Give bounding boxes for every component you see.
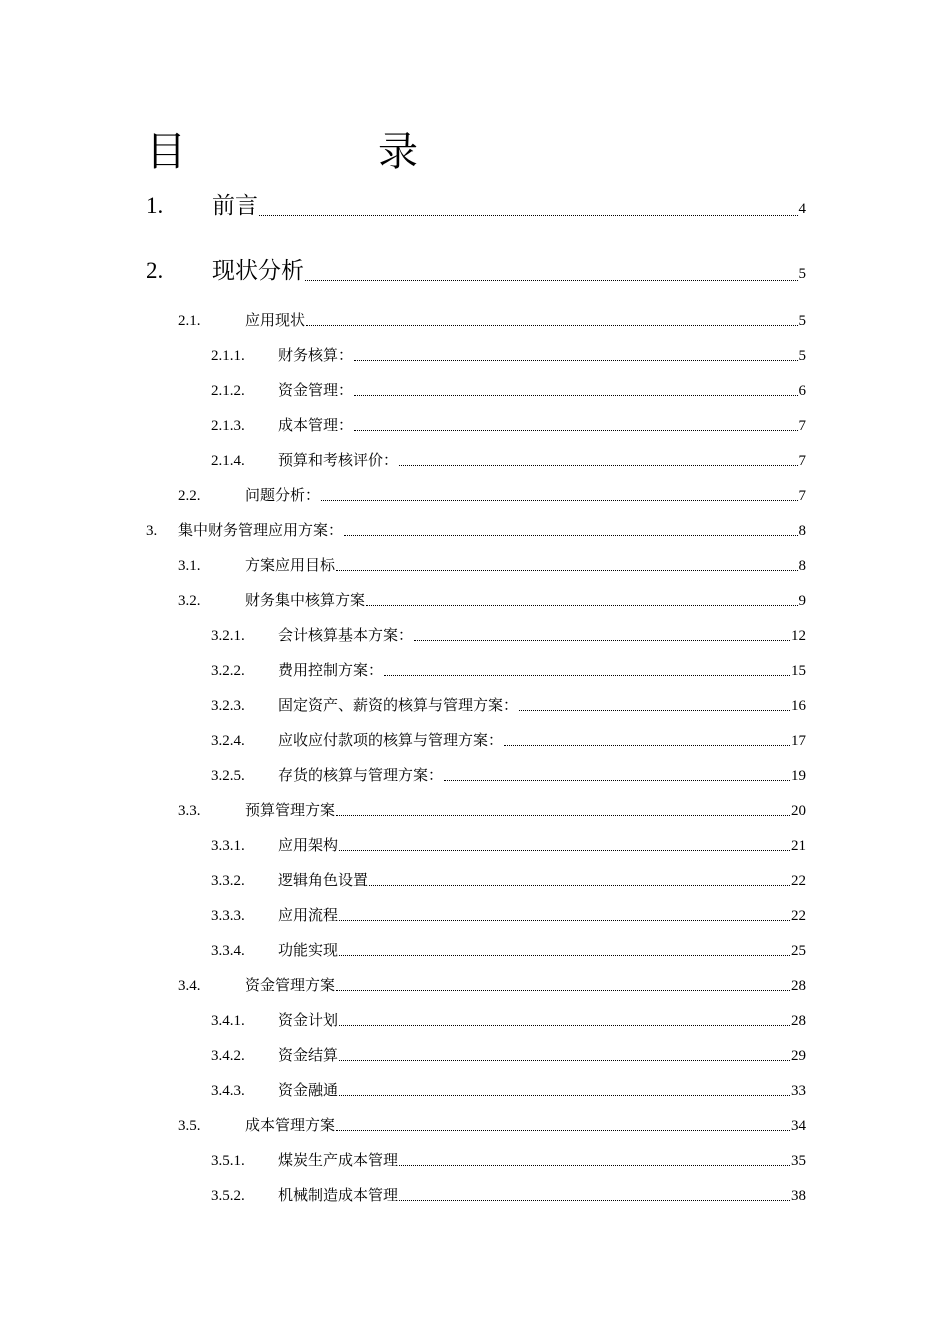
toc-entry-title: 会计核算基本方案：	[278, 626, 414, 644]
toc-entry-page-number: 17	[791, 733, 806, 749]
toc-entry-number: 2.	[146, 258, 164, 283]
toc-entry[interactable]	[178, 484, 806, 505]
toc-entry-title: 费用控制方案：	[278, 661, 384, 679]
toc-dot-leader	[504, 745, 790, 746]
toc-entry[interactable]	[211, 834, 806, 855]
toc-entry-page-number: 21	[791, 838, 806, 854]
toc-entry[interactable]	[211, 694, 806, 715]
toc-entry-number: 3.2.3.	[211, 698, 245, 714]
toc-entry-title: 煤炭生产成本管理	[278, 1151, 399, 1169]
toc-entry[interactable]	[211, 1044, 806, 1065]
toc-dot-leader	[399, 465, 797, 466]
toc-entry-title: 存货的核算与管理方案：	[278, 766, 444, 784]
toc-dot-leader	[305, 280, 798, 281]
toc-entry-number: 3.	[146, 523, 158, 539]
toc-entry-number: 3.2.1.	[211, 628, 245, 644]
toc-entry-number: 2.1.	[178, 313, 201, 329]
toc-entry-title: 应用架构	[278, 836, 339, 854]
toc-entry-title: 财务集中核算方案	[245, 591, 366, 609]
toc-entry-page-number: 38	[791, 1188, 806, 1204]
toc-entry-title: 资金结算	[278, 1046, 339, 1064]
toc-entry-number: 2.1.1.	[211, 348, 245, 364]
toc-entry[interactable]	[211, 1149, 806, 1170]
toc-entry-number: 1.	[146, 193, 164, 218]
toc-entry-number: 3.1.	[178, 558, 201, 574]
toc-entry[interactable]	[211, 869, 806, 890]
toc-entry-page-number: 19	[791, 768, 806, 784]
toc-entry-page-number: 33	[791, 1083, 806, 1099]
toc-entry-title: 现状分析	[212, 258, 304, 284]
toc-entry-number: 3.5.1.	[211, 1153, 245, 1169]
toc-entry-title: 逻辑角色设置	[278, 871, 369, 889]
toc-entry-number: 2.2.	[178, 488, 201, 504]
toc-title: 目 录	[146, 129, 494, 175]
toc-entry[interactable]	[178, 799, 806, 820]
toc-entry-title: 问题分析：	[245, 486, 321, 504]
toc-entry-number: 3.2.4.	[211, 733, 245, 749]
toc-dot-leader	[444, 780, 790, 781]
toc-entry-page-number: 22	[791, 908, 806, 924]
toc-entry[interactable]	[178, 589, 806, 610]
toc-dot-leader	[339, 920, 790, 921]
toc-entry-title: 成本管理：	[278, 416, 354, 434]
toc-entry-number: 3.2.5.	[211, 768, 245, 784]
toc-entry-page-number: 34	[791, 1118, 806, 1134]
toc-dot-leader	[354, 360, 797, 361]
toc-entry-number: 3.3.2.	[211, 873, 245, 889]
toc-entry-title: 资金融通	[278, 1081, 339, 1099]
toc-entry[interactable]	[178, 1114, 806, 1135]
toc-dot-leader	[344, 535, 797, 536]
toc-entry-page-number: 28	[791, 1013, 806, 1029]
toc-entry-title: 集中财务管理应用方案：	[178, 521, 344, 539]
toc-dot-leader	[306, 325, 797, 326]
toc-entry-page-number: 5	[798, 313, 806, 329]
toc-entry[interactable]	[211, 449, 806, 470]
toc-entry-page-number: 8	[798, 523, 806, 539]
toc-entry-number: 2.1.2.	[211, 383, 245, 399]
toc-entry-title: 应用现状	[245, 311, 306, 329]
toc-entry[interactable]	[178, 309, 806, 330]
toc-entry[interactable]	[211, 624, 806, 645]
toc-dot-leader	[336, 815, 790, 816]
toc-entry-page-number: 16	[791, 698, 806, 714]
toc-entry[interactable]	[211, 939, 806, 960]
toc-entry-page-number: 15	[791, 663, 806, 679]
toc-entry-number: 3.3.4.	[211, 943, 245, 959]
toc-entry[interactable]	[211, 904, 806, 925]
toc-dot-leader	[339, 1025, 790, 1026]
toc-entry[interactable]	[211, 764, 806, 785]
toc-entry-number: 3.3.3.	[211, 908, 245, 924]
toc-entry-number: 3.2.	[178, 593, 201, 609]
toc-entry[interactable]	[178, 554, 806, 575]
toc-entry-page-number: 7	[798, 418, 806, 434]
toc-entry-number: 3.5.	[178, 1118, 201, 1134]
toc-dot-leader	[399, 1165, 790, 1166]
toc-entry[interactable]	[146, 187, 806, 220]
toc-entry-number: 3.4.3.	[211, 1083, 245, 1099]
toc-entry-title: 资金管理：	[278, 381, 354, 399]
toc-entry-number: 3.3.	[178, 803, 201, 819]
toc-entry-title: 资金管理方案	[245, 976, 336, 994]
toc-entry-page-number: 5	[798, 348, 806, 364]
toc-entry-page-number: 6	[798, 383, 806, 399]
toc-dot-leader	[384, 675, 790, 676]
toc-dot-leader	[519, 710, 790, 711]
toc-entry[interactable]	[211, 729, 806, 750]
toc-entry-number: 3.3.1.	[211, 838, 245, 854]
toc-entry[interactable]	[211, 379, 806, 400]
toc-entry-number: 3.4.2.	[211, 1048, 245, 1064]
toc-dot-leader	[336, 990, 790, 991]
toc-entry[interactable]	[146, 252, 806, 285]
toc-entry-title: 应用流程	[278, 906, 339, 924]
toc-entry-page-number: 22	[791, 873, 806, 889]
toc-entry-number: 2.1.4.	[211, 453, 245, 469]
toc-entry-title: 预算管理方案	[245, 801, 336, 819]
toc-entry-title: 前言	[212, 193, 258, 219]
toc-entry-title: 固定资产、薪资的核算与管理方案：	[278, 696, 519, 714]
toc-entry-title: 机械制造成本管理	[278, 1186, 399, 1204]
toc-entry-page-number: 8	[798, 558, 806, 574]
toc-dot-leader	[339, 1095, 790, 1096]
toc-entry-title: 资金计划	[278, 1011, 339, 1029]
toc-entry-page-number: 5	[798, 266, 806, 282]
toc-entry[interactable]	[211, 344, 806, 365]
toc-entry[interactable]	[178, 974, 806, 995]
toc-dot-leader	[336, 1130, 790, 1131]
toc-entry-number: 3.2.2.	[211, 663, 245, 679]
toc-entry-title: 成本管理方案	[245, 1116, 336, 1134]
toc-dot-leader	[354, 430, 797, 431]
toc-dot-leader	[339, 1060, 790, 1061]
toc-entry-number: 2.1.3.	[211, 418, 245, 434]
toc-entry-page-number: 29	[791, 1048, 806, 1064]
toc-entry-page-number: 25	[791, 943, 806, 959]
toc-entry-page-number: 7	[798, 488, 806, 504]
toc-entry-page-number: 35	[791, 1153, 806, 1169]
toc-entry-title: 应收应付款项的核算与管理方案：	[278, 731, 504, 749]
toc-entry-page-number: 12	[791, 628, 806, 644]
toc-entry-page-number: 28	[791, 978, 806, 994]
toc-entry-page-number: 20	[791, 803, 806, 819]
toc-dot-leader	[339, 850, 790, 851]
toc-dot-leader	[321, 500, 797, 501]
toc-dot-leader	[339, 955, 790, 956]
toc-entry-number: 3.4.	[178, 978, 201, 994]
toc-dot-leader	[354, 395, 797, 396]
toc-entry[interactable]	[211, 1079, 806, 1100]
toc-entry[interactable]	[211, 414, 806, 435]
toc-dot-leader	[414, 640, 790, 641]
toc-dot-leader	[366, 605, 797, 606]
toc-entry-title: 方案应用目标	[245, 556, 336, 574]
toc-entry[interactable]	[211, 1009, 806, 1030]
toc-entry-title: 财务核算：	[278, 346, 354, 364]
toc-entry-number: 3.5.2.	[211, 1188, 245, 1204]
toc-entry-title: 功能实现	[278, 941, 339, 959]
toc-entry[interactable]	[211, 1184, 806, 1205]
toc-entry[interactable]	[211, 659, 806, 680]
toc-entry-number: 3.4.1.	[211, 1013, 245, 1029]
toc-dot-leader	[399, 1200, 790, 1201]
toc-entry[interactable]	[146, 519, 806, 540]
toc-entry-page-number: 9	[798, 593, 806, 609]
toc-entry-page-number: 4	[798, 201, 806, 217]
toc-entry-page-number: 7	[798, 453, 806, 469]
toc-dot-leader	[369, 885, 790, 886]
toc-dot-leader	[336, 570, 797, 571]
toc-entry-title: 预算和考核评价：	[278, 451, 399, 469]
toc-dot-leader	[259, 215, 798, 216]
